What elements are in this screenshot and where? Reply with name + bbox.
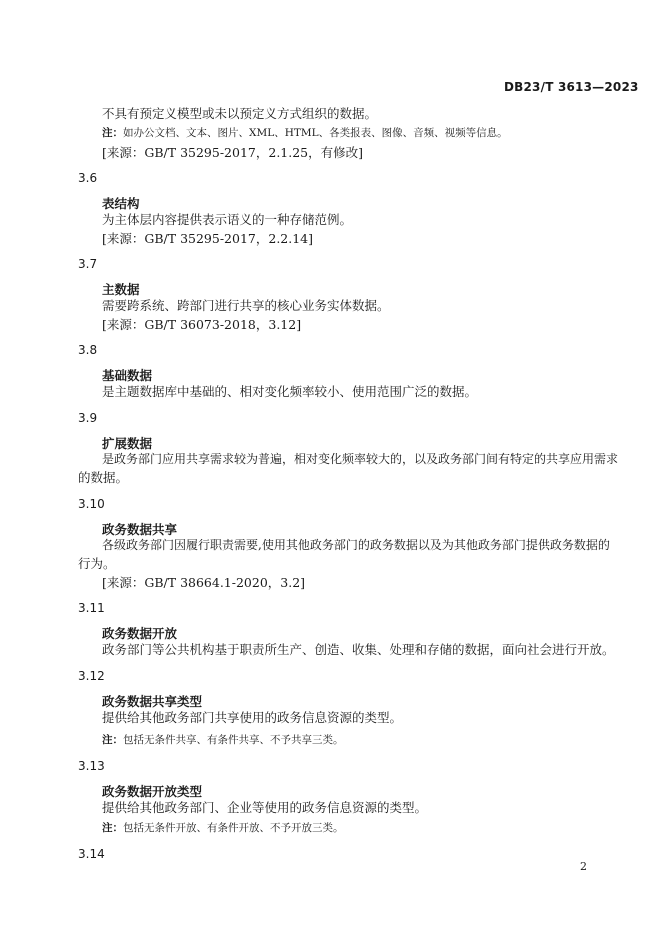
clause-number: 3.8 <box>78 343 98 357</box>
definition-text: 提供给其他政务部门、企业等使用的政务信息资源的类型。 <box>102 800 428 815</box>
note <box>102 732 344 747</box>
term-title: 主数据 <box>102 282 140 297</box>
clause-number: 3.13 <box>78 759 105 773</box>
clause-number: 3.12 <box>78 669 105 683</box>
definition-text: 为主体层内容提供表示语义的一种存储范例。 <box>102 212 353 227</box>
page-number: 2 <box>580 860 587 873</box>
source-citation: [来源：GB/T 36073-2018，3.12] <box>102 317 302 332</box>
definition-text-continued: 的数据。 <box>78 470 129 485</box>
definition-text: 不具有预定义模型或未以预定义方式组织的数据。 <box>102 106 378 121</box>
source-citation: [来源：GB/T 35295-2017，2.2.14] <box>102 231 314 246</box>
term-title: 政务数据共享 <box>102 522 178 537</box>
definition-text: 政务部门等公共机构基于职责所生产、创造、收集、处理和存储的数据，面向社会进行开放。 <box>102 642 615 657</box>
term-title: 政务数据开放类型 <box>102 784 203 799</box>
definition-text: 提供给其他政务部门共享使用的政务信息资源的类型。 <box>102 710 403 725</box>
term-title: 基础数据 <box>102 368 153 383</box>
definition-text-continued: 行为。 <box>78 556 116 571</box>
note-text: 包括无条件共享、有条件共享、不予共享三类。 <box>123 734 344 746</box>
clause-number: 3.9 <box>78 411 98 425</box>
note-text: 如办公文档、文本、图片、XML、HTML、各类报表、图像、音频、视频等信息。 <box>123 127 508 139</box>
clause-number: 3.11 <box>78 601 105 615</box>
clause-number: 3.14 <box>78 847 105 861</box>
note-text: 包括无条件开放、有条件开放、不予开放三类。 <box>123 822 344 834</box>
term-title: 政务数据共享类型 <box>102 694 203 709</box>
term-title: 表结构 <box>102 196 140 211</box>
source-citation: [来源：GB/T 38664.1-2020，3.2] <box>102 575 306 590</box>
note-label: 注： <box>102 127 123 139</box>
note <box>102 125 508 140</box>
note <box>102 820 344 835</box>
clause-number: 3.6 <box>78 171 98 185</box>
term-title: 政务数据开放 <box>102 626 178 641</box>
clause-number: 3.7 <box>78 257 98 271</box>
definition-text: 是主题数据库中基础的、相对变化频率较小、使用范围广泛的数据。 <box>102 384 478 399</box>
note-label: 注： <box>102 822 123 834</box>
clause-number: 3.10 <box>78 497 105 511</box>
document-code: DB23/T 3613—2023 <box>504 80 639 94</box>
term-title: 扩展数据 <box>102 436 153 451</box>
definition-text: 是政务部门应用共享需求较为普遍，相对变化频率较大的，以及政务部门间有特定的共享应用需求 <box>102 452 619 466</box>
definition-text: 各级政务部门因履行职责需要,使用其他政务部门的政务数据以及为其他政务部门提供政务数据的 <box>102 538 610 552</box>
source-citation: [来源：GB/T 35295-2017，2.1.25，有修改] <box>102 145 364 160</box>
note-label: 注： <box>102 734 123 746</box>
definition-text: 需要跨系统、跨部门进行共享的核心业务实体数据。 <box>102 298 390 313</box>
